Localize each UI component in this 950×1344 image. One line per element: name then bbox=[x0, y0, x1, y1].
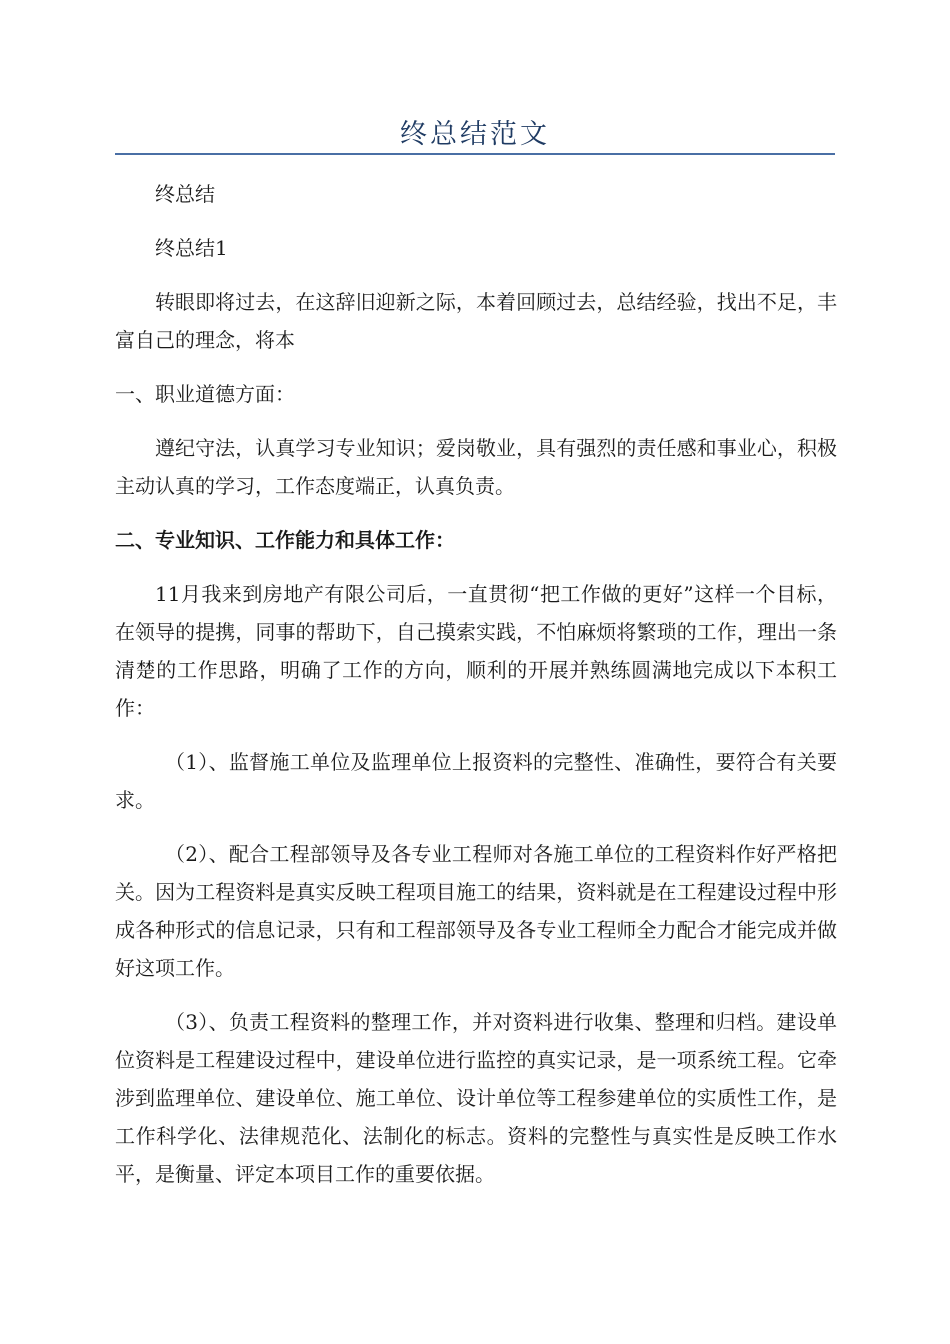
paragraph-subheading: 终总结1 bbox=[155, 236, 228, 260]
list-item-2: （2）、配合工程部领导及各专业工程师对各施工单位的工程资料作好严格把关。因为工程资料是真实反映工程项目施工的结果，资料就是在工程建设过程中形成各种形式的信息记录，只有和工程部领导及各专业工程师全力配合才能完成并做好这项工作。 bbox=[115, 842, 837, 980]
paragraph-work-summary: 11月我来到房地产有限公司后，一直贯彻“把工作做的更好”这样一个目标，在领导的提携，同事的帮助下，自己摸索实践，不怕麻烦将繁琐的工作，理出一条清楚的工作思路，明确了工作的方向，顺利的开展并熟练圆满地完成以下本积工作： bbox=[115, 582, 837, 720]
title-divider bbox=[115, 153, 835, 155]
section-heading-ethics: 一、职业道德方面： bbox=[115, 382, 295, 406]
section-heading-work: 二、专业知识、工作能力和具体工作： bbox=[115, 528, 455, 552]
document-body bbox=[115, 175, 837, 1193]
paragraph-heading: 终总结 bbox=[155, 182, 215, 206]
paragraph-intro: 转眼即将过去，在这辞旧迎新之际，本着回顾过去，总结经验，找出不足，丰富自己的理念，将本 bbox=[115, 290, 837, 352]
paragraph-ethics: 遵纪守法，认真学习专业知识；爱岗敬业，具有强烈的责任感和事业心，积极主动认真的学习，工作态度端正，认真负责。 bbox=[115, 436, 837, 498]
list-item-3: （3）、负责工程资料的整理工作，并对资料进行收集、整理和归档。建设单位资料是工程建设过程中，建设单位进行监控的真实记录，是一项系统工程。它牵涉到监理单位、建设单位、施工单位、设计单位等工程参建单位的实质性工作，是工作科学化、法律规范化、法制化的标志。资料的完整性与真实性是反映工作水平，是衡量、评定本项目工作的重要依据。 bbox=[115, 1010, 837, 1186]
list-item-1: （1）、监督施工单位及监理单位上报资料的完整性、准确性，要符合有关要求。 bbox=[115, 750, 837, 812]
document-title: 终总结范文 bbox=[400, 119, 550, 150]
